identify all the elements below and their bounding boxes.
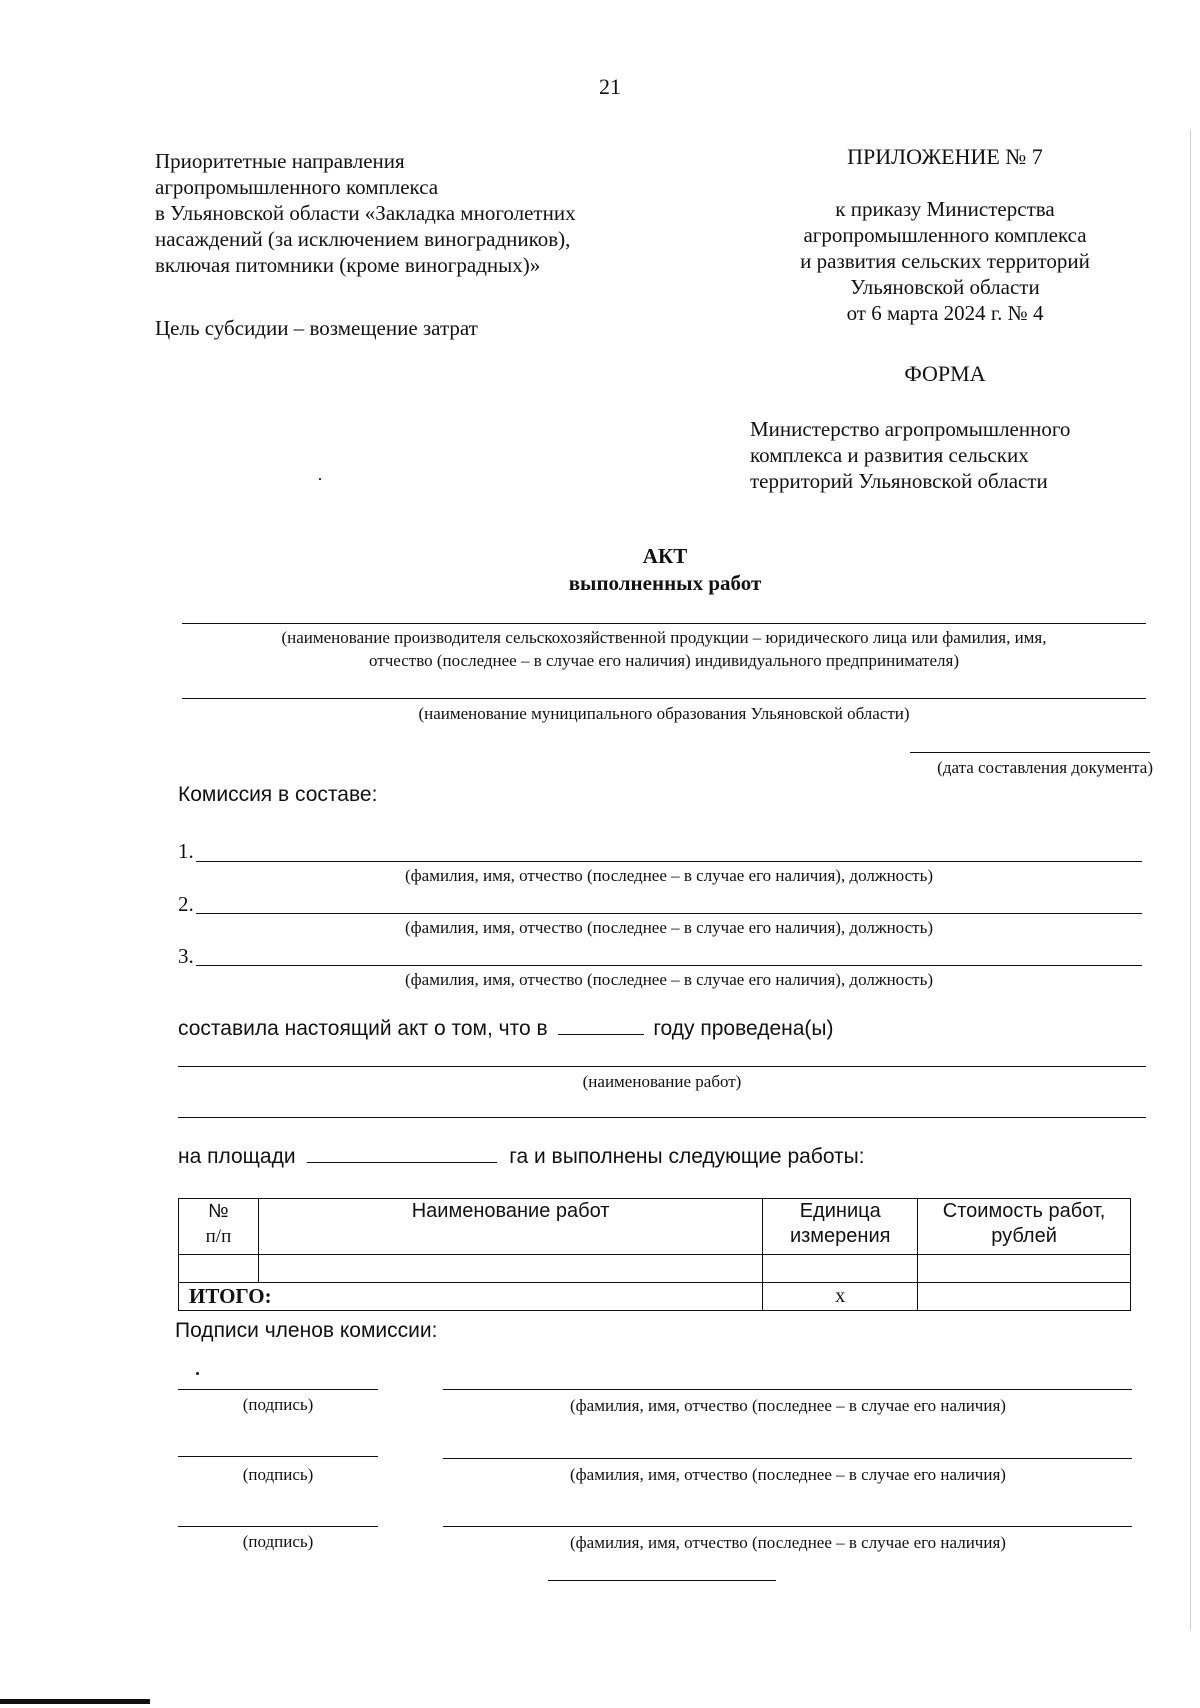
scan-edge-bar — [0, 1699, 150, 1704]
member-name-line-1[interactable] — [443, 1389, 1132, 1390]
priority-line: насаждений (за исключением виноградников), — [155, 227, 571, 251]
member-name-caption-2: (фамилия, имя, отчество (последнее – в случае его наличия) — [570, 1465, 1006, 1484]
member-2-caption: (фамилия, имя, отчество (последнее – в случае его наличия), должность) — [405, 918, 933, 937]
member-name-caption-3: (фамилия, имя, отчество (последнее – в случае его наличия) — [570, 1533, 1006, 1552]
header-num-line: п/п — [205, 1226, 232, 1247]
member-number: 1. — [178, 839, 194, 863]
appendix-label: ПРИЛОЖЕНИЕ № 7 — [847, 144, 1043, 169]
scan-dot — [319, 478, 321, 480]
scan-dot — [196, 1372, 199, 1375]
signature-caption-2: (подпись) — [242, 1465, 314, 1484]
closing-rule — [548, 1580, 776, 1581]
work-name-line-1[interactable] — [178, 1066, 1146, 1067]
member-name-line-2[interactable] — [443, 1458, 1132, 1459]
header-cost-line: Стоимость работ, — [942, 1200, 1106, 1222]
header-unit-line: Единица — [799, 1200, 881, 1222]
order-line: и развития сельских территорий — [800, 249, 1090, 273]
header-work-name-text: Наименование работ — [411, 1200, 610, 1222]
signature-line-3[interactable] — [178, 1526, 378, 1527]
year-blank[interactable] — [558, 1016, 644, 1035]
cell-num[interactable] — [179, 1255, 259, 1283]
cell-cost[interactable] — [918, 1255, 1131, 1283]
form-label: ФОРМА — [904, 361, 986, 386]
statement-part-2: году проведена(ы) — [653, 1017, 834, 1040]
statement-part-1: составила настоящий акт о том, что в — [178, 1017, 548, 1040]
producer-caption-1: (наименование производителя сельскохозяйственной продукции – юридического лица или фамилия, имя, — [281, 628, 1047, 647]
total-unit: х — [763, 1283, 918, 1311]
area-part-2: га и выполнены следующие работы: — [509, 1145, 865, 1168]
statement-text — [178, 1016, 834, 1042]
scan-edge-line — [1190, 130, 1191, 1630]
cell-unit[interactable] — [763, 1255, 918, 1283]
works-table — [178, 1198, 1131, 1311]
municipality-line[interactable] — [182, 698, 1146, 699]
header-num-line: № — [208, 1201, 229, 1222]
addressee-line: Министерство агропромышленного — [750, 417, 1071, 441]
signature-caption-1: (подпись) — [242, 1395, 314, 1414]
member-name-caption-1: (фамилия, имя, отчество (последнее – в случае его наличия) — [570, 1396, 1006, 1415]
header-unit-line: измерения — [789, 1225, 891, 1247]
area-text — [178, 1144, 865, 1170]
priority-line: включая питомники (кроме виноградных)» — [155, 253, 541, 277]
order-line: агропромышленного комплекса — [803, 223, 1087, 247]
header-cost — [918, 1199, 1131, 1255]
header-work-name — [258, 1199, 762, 1255]
member-name-line-3[interactable] — [443, 1526, 1132, 1527]
member-1-line[interactable] — [196, 861, 1142, 862]
area-part-1: на площади — [178, 1145, 296, 1168]
member-2-line[interactable] — [196, 913, 1142, 914]
table-header-row — [179, 1199, 1131, 1255]
total-label: ИТОГО: — [179, 1283, 763, 1311]
order-line: Ульяновской области — [850, 275, 1040, 299]
order-reference — [740, 196, 1150, 326]
priority-direction-block — [155, 148, 675, 278]
commission-label: Комиссия в составе: — [178, 783, 378, 806]
priority-line: агропромышленного комплекса — [155, 175, 439, 199]
producer-name-line[interactable] — [182, 623, 1146, 624]
act-subtitle: выполненных работ — [568, 571, 762, 595]
work-name-caption: (наименование работ) — [582, 1072, 742, 1091]
table-row — [179, 1255, 1131, 1283]
addressee-block — [750, 416, 1170, 494]
order-line: от 6 марта 2024 г. № 4 — [846, 301, 1044, 325]
header-cost-line: рублей — [991, 1225, 1057, 1247]
priority-line: в Ульяновской области «Закладка многолетних — [155, 201, 576, 225]
cell-work-name[interactable] — [258, 1255, 762, 1283]
signatures-label: Подписи членов комиссии: — [175, 1319, 438, 1342]
header-unit — [763, 1199, 918, 1255]
subsidy-purpose: Цель субсидии – возмещение затрат — [155, 316, 478, 340]
producer-caption-2: отчество (последнее – в случае его наличия) индивидуального предпринимателя) — [369, 651, 959, 670]
priority-line: Приоритетные направления — [155, 149, 405, 173]
signature-line-1[interactable] — [178, 1389, 378, 1390]
header-num — [179, 1199, 259, 1255]
member-3-caption: (фамилия, имя, отчество (последнее – в случае его наличия), должность) — [405, 970, 933, 989]
order-line: к приказу Министерства — [835, 197, 1055, 221]
addressee-line: комплекса и развития сельских — [750, 443, 1029, 467]
area-blank[interactable] — [307, 1144, 497, 1163]
member-number: 2. — [178, 892, 194, 916]
total-cost[interactable] — [918, 1283, 1131, 1311]
act-title: АКТ — [642, 544, 688, 568]
addressee-line: территорий Ульяновской области — [750, 469, 1048, 493]
date-line[interactable] — [910, 752, 1150, 753]
date-caption: (дата составления документа) — [937, 758, 1153, 777]
work-name-line-2[interactable] — [178, 1117, 1146, 1118]
page-number: 21 — [599, 74, 621, 99]
municipality-caption: (наименование муниципального образования Ульяновской области) — [418, 704, 910, 723]
total-row — [179, 1283, 1131, 1311]
signature-caption-3: (подпись) — [242, 1532, 314, 1551]
member-3-line[interactable] — [196, 965, 1142, 966]
member-number: 3. — [178, 944, 194, 968]
member-1-caption: (фамилия, имя, отчество (последнее – в случае его наличия), должность) — [405, 866, 933, 885]
signature-line-2[interactable] — [178, 1456, 378, 1457]
